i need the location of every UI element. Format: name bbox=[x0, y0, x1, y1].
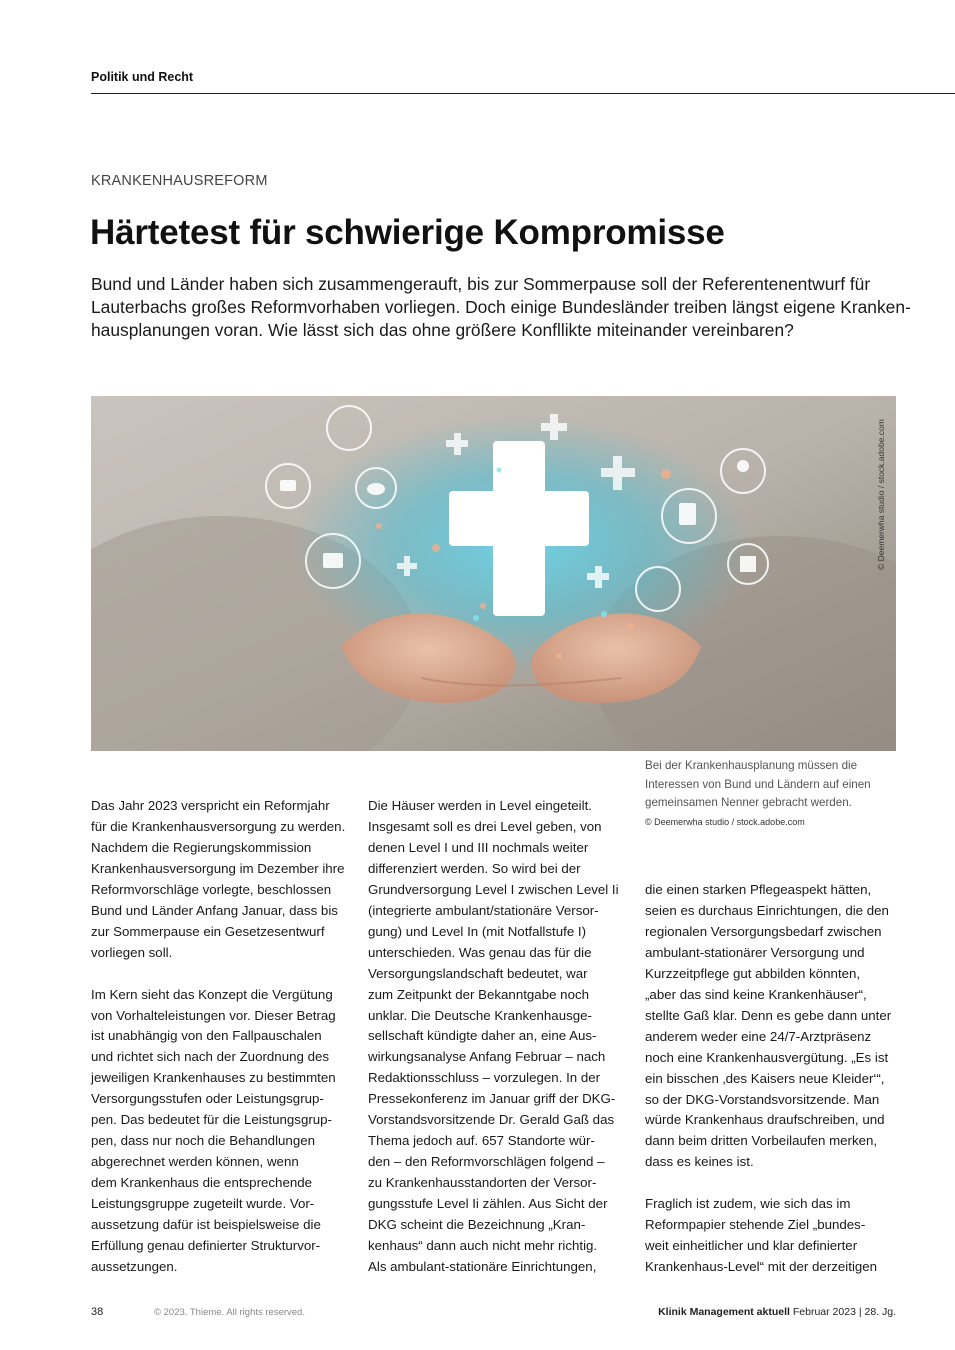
article-title: Härtetest für schwierige Kompromisse bbox=[90, 213, 725, 252]
lead-line: Bund und Länder haben sich zusammengerauft, bis zur Sommerpause soll der Referentenentwurf für bbox=[91, 274, 871, 294]
body-text-line: Im Kern sieht das Konzept die Vergütung bbox=[91, 986, 333, 1002]
body-text-line: ambulant-stationärer Versorgung und bbox=[645, 944, 865, 960]
body-text-line: Nachdem die Regierungskommission bbox=[91, 839, 312, 855]
body-text-line: dem Krankenhaus die entsprechende bbox=[91, 1175, 313, 1191]
lead-line: Lauterbachs großes Reformvorhaben vorliegen. Doch einige Bundesländer treiben längst eigene Kranken- bbox=[91, 297, 911, 317]
body-text-line: regionalen Versorgungsbedarf zwischen bbox=[645, 923, 882, 939]
body-text-line: Reformpapier stehende Ziel „bundes- bbox=[645, 1217, 866, 1233]
image-credit: © Deemerwha studio / stock.adobe.com bbox=[876, 419, 886, 570]
body-text-line: würde Krankenhaus draufschreiben, und bbox=[645, 1112, 885, 1128]
section-label: Politik und Recht bbox=[91, 70, 194, 84]
body-text-line: unklar. Die Deutsche Krankenhausge- bbox=[368, 1007, 592, 1023]
body-text-line: Insgesamt soll es drei Level geben, von bbox=[368, 818, 602, 834]
body-text-line: (integrierte ambulant/stationäre Versor- bbox=[368, 902, 599, 918]
body-text-line: pen, dass nur noch die Behandlungen bbox=[91, 1133, 316, 1149]
page-number: 38 bbox=[91, 1306, 104, 1318]
body-column-2 bbox=[368, 796, 618, 1278]
body-text-line: zum Zeitpunkt der Bekanntgabe noch bbox=[368, 986, 590, 1002]
caption-line: Interessen von Bund und Ländern auf einen bbox=[645, 777, 871, 791]
body-text-line: zur Sommerpause ein Gesetzesentwurf bbox=[91, 923, 325, 939]
body-text-line: unterschieden. Was genau das für die bbox=[368, 944, 592, 960]
body-text-line: Kurzzeitpflege gut abbilden könnten, bbox=[645, 965, 861, 981]
image-caption bbox=[645, 757, 897, 829]
caption-credit: © Deemerwha studio / stock.adobe.com bbox=[645, 816, 805, 827]
body-text-line: so der DKG-Vorstandsvorsitzende. Man bbox=[645, 1091, 880, 1107]
hero-image bbox=[91, 396, 896, 751]
body-text-line: weit einheitlicher und klar definierter bbox=[645, 1238, 858, 1254]
body-text-line: Vorstandsvorsitzende Dr. Gerald Gaß das bbox=[368, 1112, 615, 1128]
body-text-line: Leistungsgruppe zugeteilt wurde. Vor- bbox=[91, 1196, 315, 1212]
body-text-line: abgerechnet werden können, wenn bbox=[91, 1154, 299, 1170]
body-text-line: Bund und Länder Anfang Januar, dass bis bbox=[91, 902, 338, 918]
body-text-line: Grundversorgung Level I zwischen Level Ii bbox=[368, 881, 619, 897]
body-text-line: aussetzung dafür ist beispielsweise die bbox=[91, 1217, 321, 1233]
body-text-line: vorliegen soll. bbox=[91, 944, 173, 960]
body-text-line: Die Häuser werden in Level eingeteilt. bbox=[368, 798, 592, 813]
body-text-line: dass es keines ist. bbox=[645, 1154, 754, 1170]
body-text-line: „aber das sind keine Krankenhäuser“, bbox=[645, 986, 867, 1002]
section-divider bbox=[91, 93, 955, 94]
body-text-line: ein bisschen ‚des Kaisers neue Kleider‘“, bbox=[645, 1070, 885, 1086]
body-text-line: gungsstufe Level Ii zählen. Aus Sicht der bbox=[368, 1196, 608, 1212]
body-text-line: ist unabhängig von den Fallpauschalen bbox=[91, 1028, 322, 1044]
paragraph-gap bbox=[91, 964, 341, 985]
body-text-line: Versorgungsstufen oder Leistungsgrup- bbox=[91, 1091, 324, 1107]
body-text-line: Versorgungslandschaft bedeutet, war bbox=[368, 965, 588, 981]
body-text-line: anderem weder eine 24/7-Arztpräsenz bbox=[645, 1028, 872, 1044]
body-text-line: kenhaus“ dann auch nicht mehr richtig. bbox=[368, 1238, 598, 1254]
body-text-line: Pressekonferenz im Januar griff der DKG- bbox=[368, 1091, 616, 1107]
body-text-line: jeweiligen Krankenhauses zu bestimmten bbox=[91, 1070, 336, 1086]
body-text-line: wirkungsanalyse Anfang Februar – nach bbox=[368, 1049, 606, 1065]
body-text-line: Reformvorschläge vorlegte, beschlossen bbox=[91, 881, 332, 897]
body-text-line: seien es durchaus Einrichtungen, die den bbox=[645, 902, 889, 918]
body-text-line: denen Level I und III nochmals weiter bbox=[368, 839, 589, 855]
body-text-line: Erfüllung genau definierter Strukturvor- bbox=[91, 1238, 321, 1253]
lead-line: hausplanungen voran. Wie lässt sich das ohne größere Konfllikte miteinander vereinbaren? bbox=[91, 320, 794, 340]
body-text-line: von Vorhalteleistungen vor. Dieser Betrag bbox=[91, 1007, 336, 1023]
body-text-line: Krankenhausversorgung im Dezember ihre bbox=[91, 860, 345, 876]
body-text-line: dann beim dritten Vorbeilaufen merken, bbox=[645, 1133, 878, 1149]
body-text-line: differenziert werden. So wird bei der bbox=[368, 860, 581, 876]
article-lead bbox=[91, 273, 911, 342]
body-text-line: und richtet sich nach der Zuordnung des bbox=[91, 1049, 330, 1065]
body-text-line: zu Krankenhausstandorten der Versor- bbox=[368, 1175, 597, 1191]
body-column-3 bbox=[645, 880, 895, 1278]
body-column-1 bbox=[91, 796, 346, 1278]
body-text-line: die einen starken Pflegeaspekt hätten, bbox=[645, 882, 872, 897]
article-kicker: KRANKENHAUSREFORM bbox=[91, 173, 268, 189]
body-text-line: Redaktionsschluss – vorzulegen. In der bbox=[368, 1070, 601, 1086]
body-text-line: pen. Das bedeutet für die Leistungsgrup- bbox=[91, 1112, 332, 1128]
body-text-line: Als ambulant-stationäre Einrichtungen, bbox=[368, 1258, 597, 1274]
journal-issue: Februar 2023 | 28. Jg. bbox=[792, 1306, 896, 1318]
body-text-line: den – den Reformvorschlägen folgend – bbox=[368, 1154, 605, 1170]
body-text-line: Krankenhaus-Level“ mit der derzeitigen bbox=[645, 1259, 878, 1275]
body-text-line: stellte Gaß klar. Denn es gebe dann unter bbox=[645, 1007, 892, 1023]
body-text-line: Thema jedoch auf. 657 Standorte wür- bbox=[368, 1133, 595, 1149]
footer-copyright: © 2023. Thieme. All rights reserved. bbox=[154, 1307, 305, 1318]
body-text-line: aussetzungen. bbox=[91, 1258, 178, 1274]
caption-line: gemeinsamen Nenner gebracht werden. bbox=[645, 796, 852, 809]
body-text-line: noch eine Krankenhausvergütung. „Es ist bbox=[645, 1049, 889, 1065]
footer-journal bbox=[658, 1306, 896, 1318]
body-text-line: gung) und Level In (mit Notfallstufe I) bbox=[368, 923, 587, 939]
body-text-line: Das Jahr 2023 verspricht ein Reformjahr bbox=[91, 798, 330, 813]
paragraph-gap bbox=[645, 1173, 895, 1194]
body-text-line: Fraglich ist zudem, wie sich das im bbox=[645, 1196, 851, 1212]
caption-line: Bei der Krankenhausplanung müssen die bbox=[645, 759, 858, 772]
body-text-line: für die Krankenhausversorgung zu werden. bbox=[91, 818, 346, 834]
body-text-line: sellschaft kündigte daher an, eine Aus- bbox=[368, 1028, 597, 1044]
body-text-line: DKG scheint die Bezeichnung „Kran- bbox=[368, 1217, 586, 1233]
journal-name: Klinik Management aktuell bbox=[658, 1306, 790, 1318]
